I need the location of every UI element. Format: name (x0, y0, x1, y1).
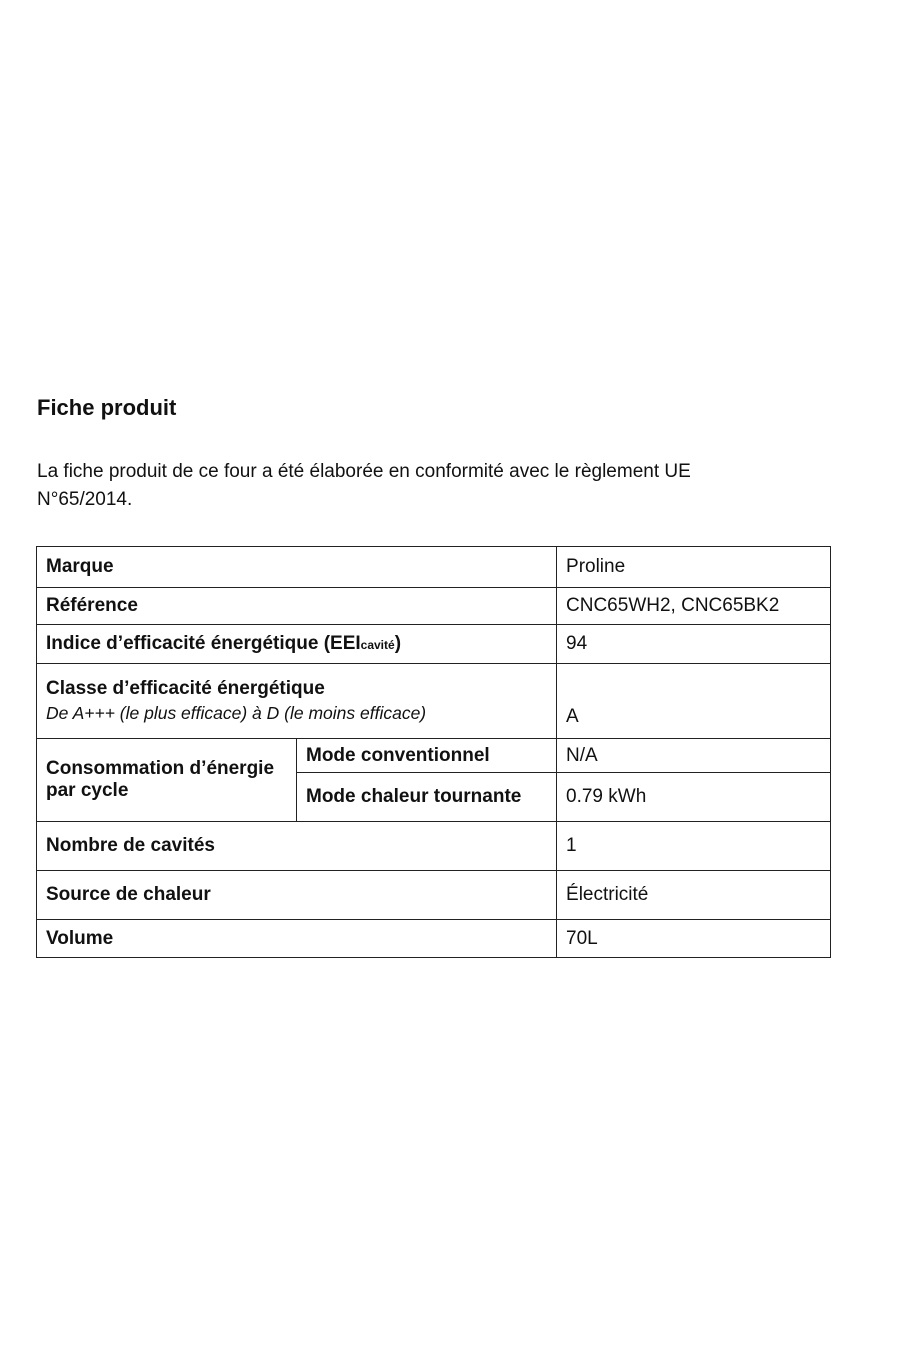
intro-line-1: La fiche produit de ce four a été élaborée en conformité avec le règlement UE (37, 461, 691, 482)
eei-label-close: ) (394, 633, 402, 654)
table-row-consumption-conventional (37, 739, 831, 773)
mode-conventional-value: N/A (557, 739, 831, 773)
reference-label: Référence (37, 588, 557, 625)
eei-value: 94 (557, 625, 831, 664)
mode-conventional-label: Mode conventionnel (297, 739, 557, 773)
energy-class-value: A (557, 664, 831, 739)
intro-line-2: N°65/2014. (37, 489, 133, 510)
eei-label-text: Indice d’efficacité énergétique (EEI (46, 633, 361, 654)
product-fiche-table (36, 546, 831, 958)
brand-label: Marque (37, 547, 557, 588)
energy-class-title: Classe d’efficacité énergétique (46, 678, 325, 699)
energy-class-label (37, 664, 557, 739)
brand-value: Proline (557, 547, 831, 588)
cavities-label: Nombre de cavités (37, 822, 557, 871)
table-row-volume (37, 920, 831, 958)
eei-label (37, 625, 557, 664)
mode-fan-label: Mode chaleur tournante (297, 773, 557, 822)
table-row-reference (37, 588, 831, 625)
consumption-label: Consommation d’énergie par cycle (37, 739, 297, 822)
page-title: Fiche produit (37, 395, 177, 420)
heat-source-value: Électricité (557, 871, 831, 920)
table-row-energy-class (37, 664, 831, 739)
energy-class-scale-note: De A+++ (le plus efficace) à D (le moins efficace) (46, 703, 427, 723)
eei-label-subscript: cavité (360, 638, 395, 652)
table-row-cavities (37, 822, 831, 871)
table-row-eei (37, 625, 831, 664)
mode-fan-value: 0.79 kWh (557, 773, 831, 822)
heat-source-label: Source de chaleur (37, 871, 557, 920)
table-row-heat-source (37, 871, 831, 920)
table-row-brand (37, 547, 831, 588)
volume-label: Volume (37, 920, 557, 958)
cavities-value: 1 (557, 822, 831, 871)
intro-paragraph (37, 458, 837, 514)
reference-value: CNC65WH2, CNC65BK2 (557, 588, 831, 625)
volume-value: 70L (557, 920, 831, 958)
